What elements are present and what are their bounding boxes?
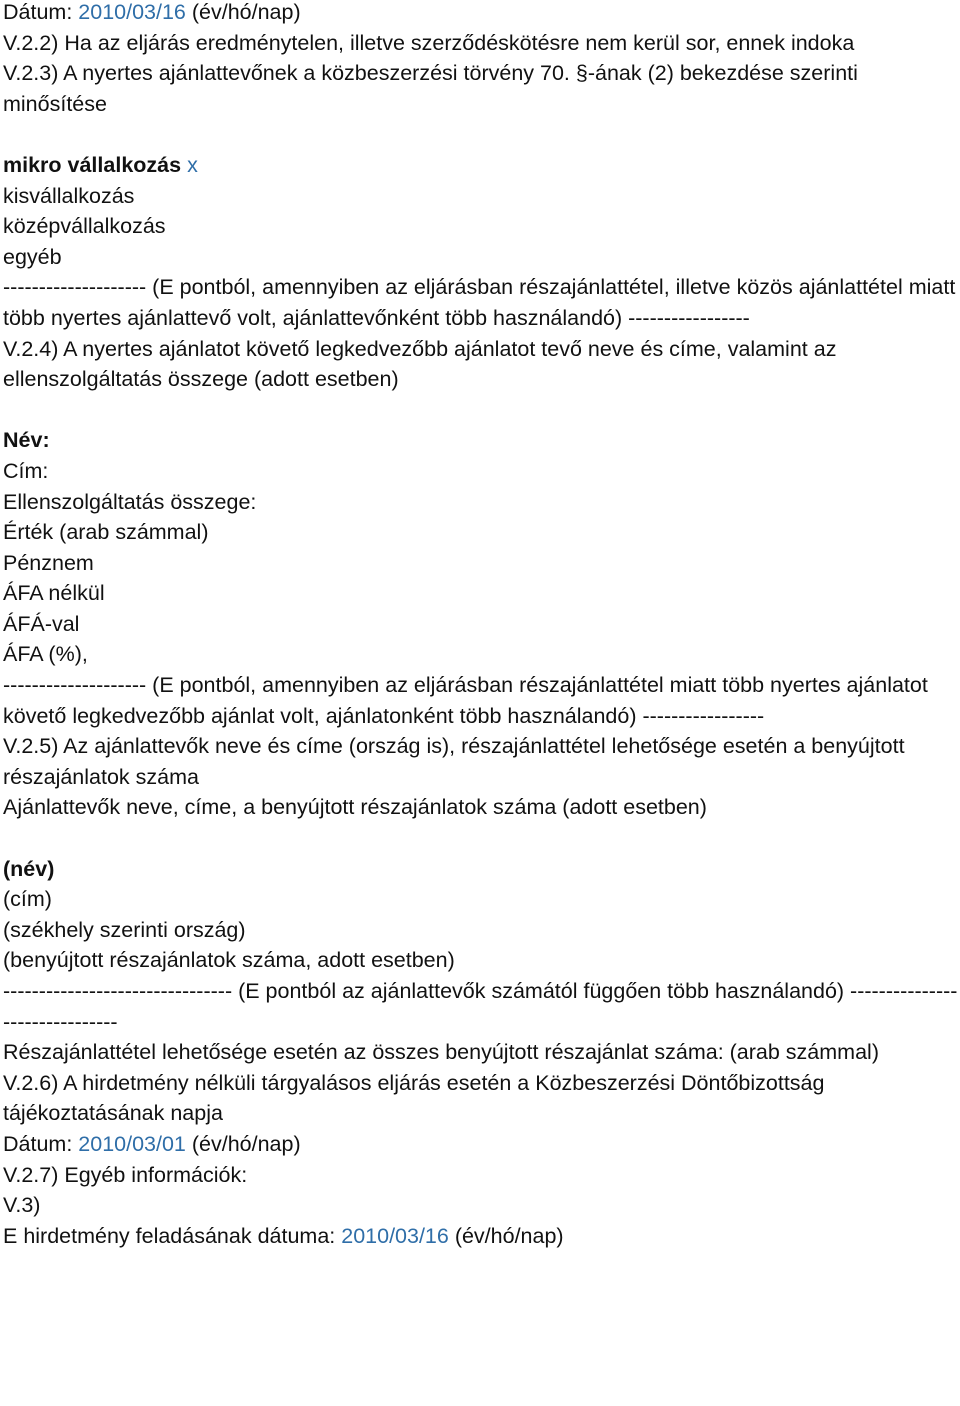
option-other: egyéb	[3, 244, 62, 269]
dispatch-date-line: E hirdetmény feladásának dátuma: 2010/03/16 (év/hó/nap)	[3, 1223, 564, 1248]
v26-date-line: Dátum: 2010/03/01 (év/hó/nap)	[3, 1131, 301, 1156]
total-parts-label: Részajánlattétel lehetősége esetén az összes benyújtott részajánlat száma: (arab számmal)	[3, 1040, 879, 1065]
name-label: Név:	[3, 428, 50, 453]
section-v22: V.2.2) Ha az eljárás eredménytelen, illetve szerződéskötésre nem kerül sor, ennek indoka	[3, 30, 855, 55]
consideration-label: Ellenszolgáltatás összege:	[3, 489, 257, 514]
address-label: Cím:	[3, 458, 49, 483]
section-v26: V.2.6) A hirdetmény nélküli tárgyalásos eljárás esetén a Közbeszerzési Döntőbizottság	[3, 1070, 825, 1095]
repeat-note-offers: -------------------- (E pontból, amennyiben az eljárásban részajánlattétel miatt több nyertes ajánlatot követő legkedvezőbb ajánlat volt, ajánlatonként több használandó) -----------------	[3, 673, 928, 728]
selected-mark: x	[187, 152, 198, 177]
bidder-address-label: (cím)	[3, 887, 52, 912]
date-value: 2010/03/16	[78, 0, 186, 24]
document-page	[3, 0, 958, 1251]
section-v23: V.2.3) A nyertes ajánlattevőnek a közbeszerzési törvény 70. §-ának (2) bekezdése szerinti minősítése	[3, 61, 858, 116]
repeat-note-bidders: -------------------------------- (E pontból az ajánlattevők számától függően több használandó) -------------------------------	[3, 979, 958, 1034]
net-label: ÁFA nélkül	[3, 581, 105, 606]
spacer	[3, 119, 958, 150]
vat-label: ÁFA (%),	[3, 642, 88, 667]
dispatch-date-value: 2010/03/16	[341, 1223, 449, 1248]
date-line: Dátum: 2010/03/16 (év/hó/nap)	[3, 0, 301, 24]
v26-date-value: 2010/03/01	[78, 1131, 186, 1156]
option-micro: mikro vállalkozás x	[3, 152, 198, 177]
bidder-parts-label: (benyújtott részajánlatok száma, adott esetben)	[3, 948, 455, 973]
spacer	[3, 395, 958, 426]
repeat-note-winners: -------------------- (E pontból, amennyiben az eljárásban részajánlattétel, illetve közös ajánlattétel miatt több nyertes ajánlattevő volt, ajánlattevőnként több használandó) -----------------	[3, 275, 956, 330]
section-v27: V.2.7) Egyéb információk:	[3, 1162, 248, 1187]
gross-label: ÁFÁ-val	[3, 611, 80, 636]
section-v26-line2: tájékoztatásának napja	[3, 1101, 223, 1126]
section-v3: V.3)	[3, 1193, 41, 1218]
spacer	[3, 823, 958, 854]
section-v25-subtitle: Ajánlattevők neve, címe, a benyújtott részajánlatok száma (adott esetben)	[3, 795, 707, 820]
bidder-country-label: (székhely szerinti ország)	[3, 917, 246, 942]
currency-label: Pénznem	[3, 550, 94, 575]
section-v25: V.2.5) Az ajánlattevők neve és címe (ország is), részajánlattétel lehetősége esetén a benyújtott részajánlatok száma	[3, 734, 905, 789]
option-small: kisvállalkozás	[3, 183, 135, 208]
value-label: Érték (arab számmal)	[3, 520, 209, 545]
bidder-name-label: (név)	[3, 856, 55, 881]
option-medium: középvállalkozás	[3, 214, 166, 239]
section-v24: V.2.4) A nyertes ajánlatot követő legkedvezőbb ajánlatot tevő neve és címe, valamint az ellenszolgáltatás összege (adott esetben)	[3, 336, 837, 392]
